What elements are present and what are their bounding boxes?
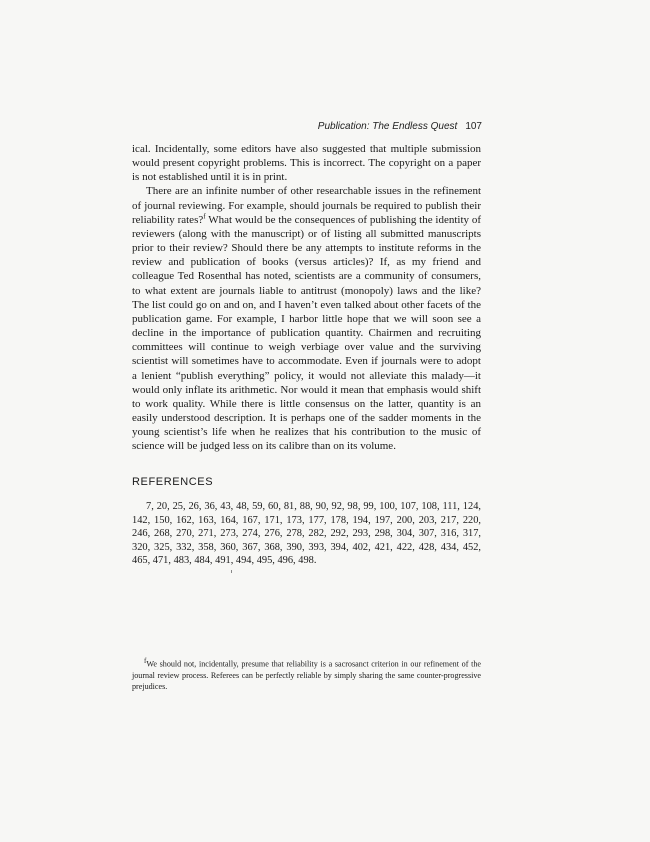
footnote-marker: f xyxy=(203,212,206,221)
footnote xyxy=(132,656,481,692)
running-head xyxy=(132,121,482,132)
page-number: 107 xyxy=(465,121,482,132)
paragraph-2-part-2: What would be the consequences of publishing the identity of reviewers (along with the manuscript) or of listing all submitted manuscripts prior to their review? Should there be any attempts to institute reforms in the review and publication of books (versus articles)? If, as my friend and colleague Ted Rosenthal has noted, scientists are a community of consumers, to what extent are journals liable to antitrust (monopoly) laws and the like? The list could go on and on, and I haven’t even talked about other facets of the publication game. For example, I harbor little hope that we will soon see a decline in the importance of publication quantity. Chairmen and recruiting committees will continue to weigh verbiage over value and the surviving scientist will sometimes have to accommodate. Even if journals were to adopt a lenient “publish everything” policy, it would not alleviate this malady—it would only inflate its arithmetic. Nor would it mean that emphasis would shift to work quality. While there is little consensus on the latter, quantity is an easily understood description. It is perhaps one of the sadder moments in the young scientist’s life when he realizes that his contribution to the music of science will be judged less on its calibre than on its volume. xyxy=(132,213,481,453)
paragraph-2 xyxy=(132,184,481,453)
body-text xyxy=(132,142,481,453)
references-heading: REFERENCES xyxy=(132,476,214,488)
paragraph-1: ical. Incidentally, some editors have also suggested that multiple submission would present copyright problems. This is incorrect. The copyright on a paper is not established until it is in print. xyxy=(132,143,481,184)
references-list: 7, 20, 25, 26, 36, 43, 48, 59, 60, 81, 88, 90, 92, 98, 99, 100, 107, 108, 111, 124, 142, 150, 162, 163, 164, 167, 171, 173, 177, 178, 194, 197, 200, 203, 217, 220, 246, 268, 270, 271, 273, 274, 276, 278, 282, 292, 293, 298, 304, 307, 316, 317, 320, 325, 332, 358, 360, 367, 368, 390, 393, 394, 402, 421, 422, 428, 434, 452, 465, 471, 483, 484, 491, 494, 495, 496, 498. xyxy=(132,501,481,567)
footnote-text: We should not, incidentally, presume that reliability is a sacrosanct criterion in our refinement of the journal review process. Referees can be perfectly reliable by simply sharing the same counter-progressive prejudices. xyxy=(132,659,481,692)
paragraph-2-part-1: There are an infinite number of other researchable issues in the refinement of journal reviewing. For example, should journals be required to publish their reliability rates? xyxy=(132,185,481,226)
print-speck xyxy=(231,570,232,573)
running-title: Publication: The Endless Quest xyxy=(317,121,458,132)
footnote-label: f xyxy=(144,657,147,665)
